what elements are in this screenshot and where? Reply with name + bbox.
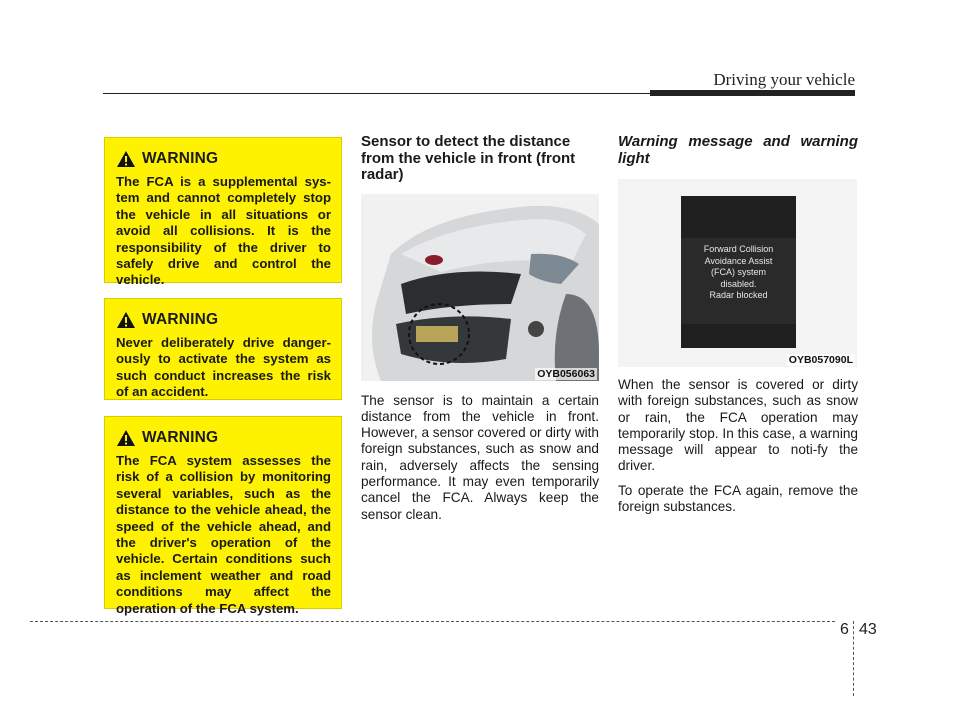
warning-message-paragraph: When the sensor is covered or dirty with foreign substances, such as snow or rain, the FCA operation may temporarily stop. In this case, a warning message will appear to noti-fy the driver. xyxy=(618,377,858,474)
warning-triangle-icon xyxy=(116,150,136,168)
warning-text: The FCA is a supplemental sys-tem and cannot completely stop the vehicle in all situations or avoid all collisions. It is the responsibility of the driver to safely drive and control the vehicle. xyxy=(116,174,331,288)
cluster-message-line: Avoidance Assist xyxy=(704,255,773,266)
warning-title: WARNING xyxy=(142,311,219,328)
section-heading: Warning message and warning light xyxy=(618,133,858,167)
warning-box-3 xyxy=(104,416,342,616)
warning-text: Never deliberately drive danger-ously to activate the system as such conduct increases the risk of an accident. xyxy=(116,335,331,400)
footer-rule xyxy=(30,621,835,622)
warning-title: WARNING xyxy=(142,429,219,446)
cluster-message-line: Forward Collision xyxy=(703,244,774,254)
page-header-title: Driving your vehicle xyxy=(713,70,855,89)
warning-message-section xyxy=(618,134,858,523)
cluster-message-line: disabled. xyxy=(720,278,757,289)
cluster-display-image xyxy=(618,179,857,367)
warning-triangle-icon xyxy=(116,311,136,329)
car-front-illustration xyxy=(361,194,599,381)
warning-box-1 xyxy=(104,137,342,288)
header-rule-accent xyxy=(650,90,855,96)
cluster-screen xyxy=(681,196,796,348)
warning-triangle-icon xyxy=(116,429,136,447)
warning-text: The FCA system assesses the risk of a collision by monitoring several variables, such as the distance to the vehicle ahead, the speed of the vehicle ahead, and the driver's operation of the vehicle. Certain conditions such as inclement weather and road conditions may affect the operation of the FCA system. xyxy=(116,453,331,616)
footer-divider xyxy=(853,621,854,696)
warning-box-2 xyxy=(104,298,342,400)
sensor-paragraph: The sensor is to maintain a certain distance from the vehicle in front. However, a sensor covered or dirty with foreign substances, such as snow and rain, adversely affects the sensing performance. It may even temporarily cancel the FCA. Always keep the sensor clean. xyxy=(361,392,599,522)
sensor-section xyxy=(361,134,599,531)
image-code: OYB057090L xyxy=(788,354,853,366)
cluster-message-line: (FCA) system xyxy=(711,267,766,278)
cluster-message-line: Radar blocked xyxy=(709,290,768,301)
page-number: 43 xyxy=(859,621,877,638)
image-code: OYB056063 xyxy=(537,367,595,380)
chapter-number: 6 xyxy=(840,621,849,638)
warning-message-paragraph: To operate the FCA again, remove the foreign substances. xyxy=(618,482,858,515)
car-front-image xyxy=(361,194,599,381)
section-heading: Sensor to detect the distance from the vehicle in front (front radar) xyxy=(361,133,576,183)
warning-title: WARNING xyxy=(142,150,219,167)
cluster-message xyxy=(681,238,796,324)
